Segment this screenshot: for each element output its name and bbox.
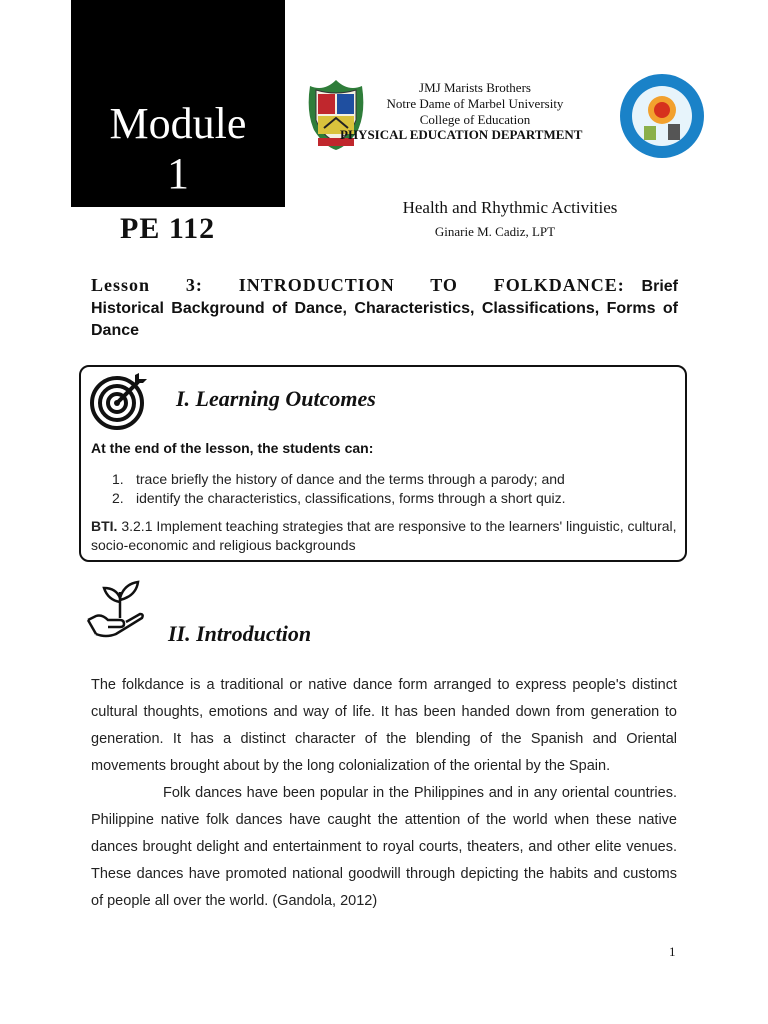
header-department: PHYSICAL EDUCATION DEPARTMENT — [340, 127, 583, 142]
bti-label: BTI. — [91, 518, 118, 534]
intro-paragraph: The folkdance is a traditional or native dance form arranged to express people's distinct cultural thoughts, emotions and way of life. It has been handed down from generation to generation. It has a distinct character of the blending of the Spanish and Oriental movements brought about by the long colonialization of the oriental by the Spain. — [91, 677, 677, 774]
plant-hand-icon — [86, 578, 146, 640]
module-label: Module — [109, 99, 247, 148]
lesson-subtitle: Brief Historical Background of Dance, Characteristics, Classifications, Forms of Dance — [91, 278, 678, 339]
intro-paragraph: Folk dances have been popular in the Philippines and in any oriental countries. Philippine native folk dances have caught the attention of the world when these native dances brought delight and entertainment to royal courts, theaters, and other elite venues. These dances have promoted national goodwill through depicting the habits and customs of people all over the world. (Gandola, 2012) — [91, 785, 677, 909]
list-item-number: 2. — [112, 490, 124, 506]
list-item-number: 1. — [112, 471, 124, 487]
target-icon — [89, 371, 149, 431]
header-brothers: JMJ Marists Brothers — [419, 80, 531, 95]
lesson-heading — [91, 274, 678, 342]
outcomes-list — [112, 470, 566, 508]
college-seal-icon — [618, 72, 706, 160]
learning-outcomes-title: I. Learning Outcomes — [176, 386, 376, 411]
list-item-text: identify the characteristics, classifications, forms through a short quiz. — [136, 490, 566, 506]
bti-note — [91, 517, 681, 555]
lesson-number: Lesson 3: INTRODUCTION TO FOLKDANCE: — [91, 275, 625, 295]
introduction-text — [91, 672, 677, 915]
subject-title: Health and Rhythmic Activities — [402, 198, 618, 217]
module-block — [71, 0, 285, 207]
header-university: Notre Dame of Marbel University — [386, 96, 564, 111]
page-number: 1 — [669, 944, 676, 959]
outcomes-lead: At the end of the lesson, the students can: — [91, 440, 374, 456]
header-college: College of Education — [419, 112, 531, 127]
module-number: 1 — [167, 149, 189, 198]
instructor-name: Ginarie M. Cadiz, LPT — [434, 224, 556, 239]
list-item — [112, 470, 566, 489]
list-item-text: trace briefly the history of dance and the terms through a parody; and — [136, 471, 565, 487]
list-item — [112, 489, 566, 508]
course-code: PE 112 — [120, 212, 216, 245]
introduction-title: II. Introduction — [168, 621, 312, 646]
bti-text: 3.2.1 Implement teaching strategies that are responsive to the learners' linguistic, cultural, socio-economic and religious backgrounds — [91, 518, 677, 553]
